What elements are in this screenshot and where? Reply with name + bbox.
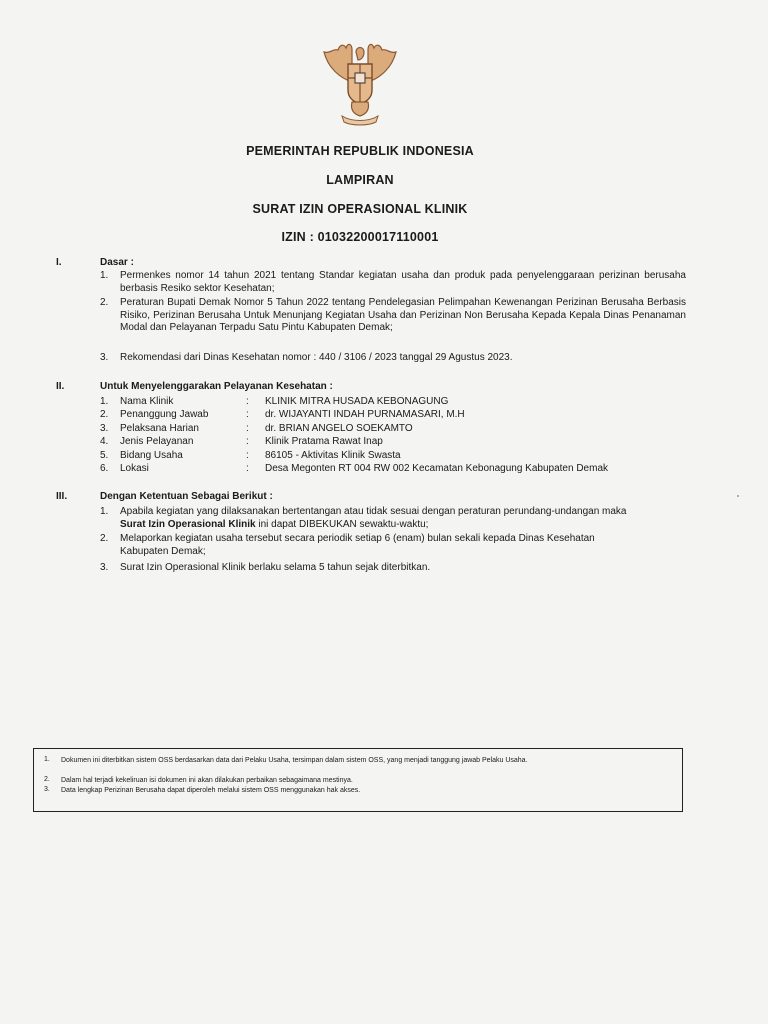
s2-item-2-label: Penanggung Jawab (120, 409, 209, 420)
s2-item-4-num: 4. (100, 436, 109, 447)
s2-item-2-num: 2. (100, 409, 109, 420)
responsible-person-value: dr. WIJAYANTI INDAH PURNAMASARI, M.H (265, 409, 465, 420)
s2-item-6-label: Lokasi (120, 463, 149, 474)
s2-colon: : (246, 409, 249, 420)
s2-colon: : (246, 396, 249, 407)
section-1-heading: Dasar : (100, 257, 134, 268)
s1-item-3-num: 3. (100, 352, 109, 363)
permit-number: IZIN : 01032200017110001 (281, 230, 439, 244)
s3-item-1-pre: Apabila kegiatan yang dilaksanakan bertentangan atau tidak sesuai dengan peraturan perundang-undangan maka (120, 506, 627, 517)
s3-item-1-bold: Surat Izin Operasional Klinik (120, 518, 256, 530)
section-3-heading: Dengan Ketentuan Sebagai Berikut : (100, 491, 273, 502)
s2-item-5-label: Bidang Usaha (120, 450, 183, 461)
government-title: PEMERINTAH REPUBLIK INDONESIA (246, 144, 474, 158)
section-2-heading: Untuk Menyelenggarakan Pelayanan Kesehatan : (100, 381, 333, 392)
lampiran-title: LAMPIRAN (326, 173, 394, 187)
footnote-box (33, 748, 683, 812)
location-value: Desa Megonten RT 004 RW 002 Kecamatan Kebonagung Kabupaten Demak (265, 463, 609, 474)
section-3-number: III. (56, 491, 68, 502)
section-1-number: I. (56, 257, 62, 268)
garuda-emblem-icon (312, 38, 408, 126)
s1-item-1-text: Permenkes nomor 14 tahun 2021 tentang Standar kegiatan usaha dan produk pada penyelenggaraan perizinan berusaha berbasis Resiko sektor Kesehatan; (120, 270, 686, 294)
s3-item-1-text (120, 506, 648, 531)
s2-colon: : (246, 436, 249, 447)
s2-item-1-label: Nama Klinik (120, 396, 174, 407)
s1-item-2-text: Peraturan Bupati Demak Nomor 5 Tahun 2022 tentang Pendelegasian Pelimpahan Kewenangan Perizinan Berusaha Berbasis Risiko, Perizinan Berusaha Untuk Menunjang Kegiatan Usaha dan Perizinan Non Berusaha Kepada Kepala Dinas Penanaman Modal dan Pelayanan Terpadu Satu Pintu Kabupaten Demak; (120, 297, 686, 333)
footnote-2-num: 2. (44, 776, 50, 783)
footnote-3-text: Data lengkap Perizinan Berusaha dapat diperoleh melalui sistem OSS menggunakan hak akses. (61, 787, 361, 794)
business-field-value: 86105 - Aktivitas Klinik Swasta (265, 450, 401, 461)
footnote-1-num: 1. (44, 756, 50, 763)
footnote-3-num: 3. (44, 786, 50, 793)
daily-executor-value: dr. BRIAN ANGELO SOEKAMTO (265, 423, 413, 434)
s2-colon: : (246, 463, 249, 474)
s3-item-3-text: Surat Izin Operasional Klinik berlaku selama 5 tahun sejak diterbitkan. (120, 562, 431, 573)
s3-item-1-num: 1. (100, 506, 109, 517)
s2-item-3-num: 3. (100, 423, 109, 434)
footnote-1-text: Dokumen ini diterbitkan sistem OSS berdasarkan data dari Pelaku Usaha, tersimpan dalam sistem OSS, yang menjadi tanggung jawab Pelaku Usaha. (61, 757, 528, 764)
s1-item-3-text: Rekomendasi dari Dinas Kesehatan nomor : 440 / 3106 / 2023 tanggal 29 Agustus 2023. (120, 352, 513, 363)
scan-speck (737, 495, 739, 497)
s2-item-6-num: 6. (100, 463, 109, 474)
service-type-value: Klinik Pratama Rawat Inap (265, 436, 383, 447)
s1-item-1-num: 1. (100, 270, 109, 281)
s2-item-3-label: Pelaksana Harian (120, 423, 199, 434)
clinic-name-value: KLINIK MITRA HUSADA KEBONAGUNG (265, 396, 449, 407)
s2-item-1-num: 1. (100, 396, 109, 407)
s1-item-2-num: 2. (100, 297, 109, 308)
footnote-2-text: Dalam hal terjadi kekeliruan isi dokumen ini akan dilakukan perbaikan sebagaimana mestinya. (61, 777, 353, 784)
s2-item-5-num: 5. (100, 450, 109, 461)
s3-item-1-post: ini dapat DIBEKUKAN sewaktu-waktu; (255, 518, 429, 530)
s3-item-2-text: Melaporkan kegiatan usaha tersebut secara periodik setiap 6 (enam) bulan sekali kepada Dinas Kesehatan Kabupaten Demak; (120, 533, 595, 557)
s2-colon: : (246, 450, 249, 461)
section-2-number: II. (56, 381, 65, 392)
s2-item-4-label: Jenis Pelayanan (120, 436, 194, 447)
s3-item-2-num: 2. (100, 533, 109, 544)
s3-item-3-num: 3. (100, 562, 109, 573)
document-title: SURAT IZIN OPERASIONAL KLINIK (252, 202, 468, 216)
s2-colon: : (246, 423, 249, 434)
